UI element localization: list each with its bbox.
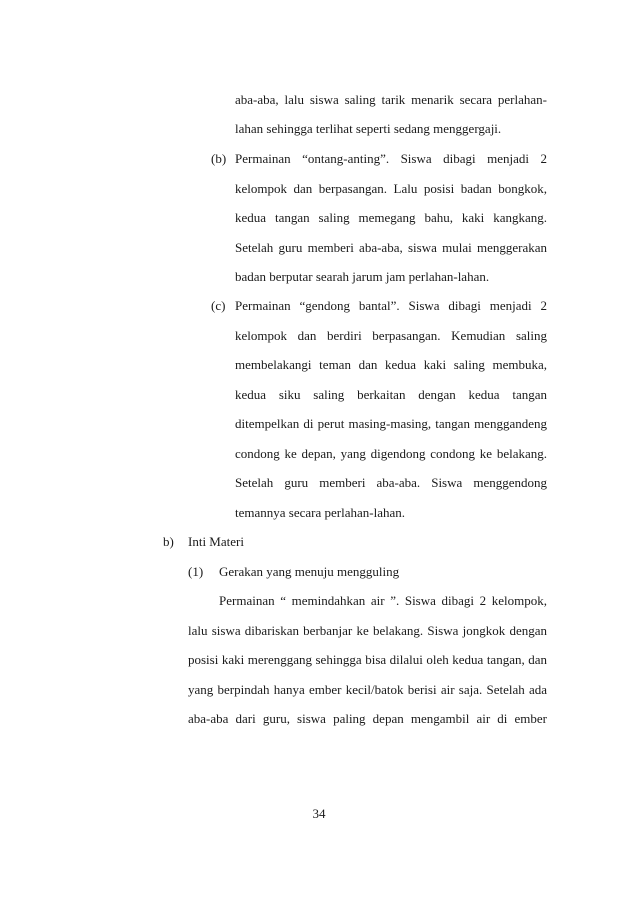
subsection-marker: (1): [188, 564, 204, 579]
text-line: membelakangi teman dan kedua kaki saling membuka,: [235, 357, 547, 372]
text-line: Permainan “ontang-anting”. Siswa dibagi menjadi 2: [235, 151, 547, 166]
text-line: Setelah guru memberi aba-aba, siswa mulai menggerakan: [235, 240, 547, 255]
paragraph-line: Permainan “ memindahkan air ”. Siswa dibagi 2 kelompok,: [219, 593, 547, 608]
text-line: badan berputar searah jarum jam perlahan-lahan.: [235, 269, 490, 284]
subsection-title: Gerakan yang menuju mengguling: [219, 564, 400, 579]
text-line: Permainan “gendong bantal”. Siswa dibagi menjadi 2: [235, 298, 547, 313]
paragraph-line: lalu siswa dibariskan berbanjar ke belakang. Siswa jongkok dengan: [188, 623, 547, 638]
text-line: temannya secara perlahan-lahan.: [235, 505, 405, 520]
text-line: lahan sehingga terlihat seperti sedang menggergaji.: [235, 121, 502, 136]
text-line: Setelah guru memberi aba-aba. Siswa menggendong: [235, 475, 547, 490]
text-line: aba-aba, lalu siswa saling tarik menarik secara perlahan-: [235, 92, 547, 107]
paragraph-line: aba-aba dari guru, siswa paling depan mengambil air di ember: [188, 711, 547, 726]
text-line: kedua siku saling berkaitan dengan kedua tangan: [235, 387, 547, 402]
text-line: kedua tangan saling memegang bahu, kaki kangkang.: [235, 210, 547, 225]
text-line: kelompok dan berdiri berpasangan. Kemudian saling: [235, 328, 547, 343]
list-marker: (b): [211, 151, 227, 166]
page-number: 34: [312, 806, 326, 821]
paragraph-line: yang berpindah hanya ember kecil/batok berisi air saja. Setelah ada: [188, 682, 547, 697]
text-line: ditempelkan di perut masing-masing, tangan menggandeng: [235, 416, 547, 431]
section-marker: b): [163, 534, 174, 549]
section-title: Inti Materi: [188, 534, 244, 549]
text-line: condong ke depan, yang digendong condong ke belakang.: [235, 446, 547, 461]
text-line: kelompok dan berpasangan. Lalu posisi badan bongkok,: [235, 181, 547, 196]
paragraph-line: posisi kaki merenggang sehingga bisa dilalui oleh kedua tangan, dan: [188, 652, 547, 667]
list-marker: (c): [211, 298, 226, 313]
